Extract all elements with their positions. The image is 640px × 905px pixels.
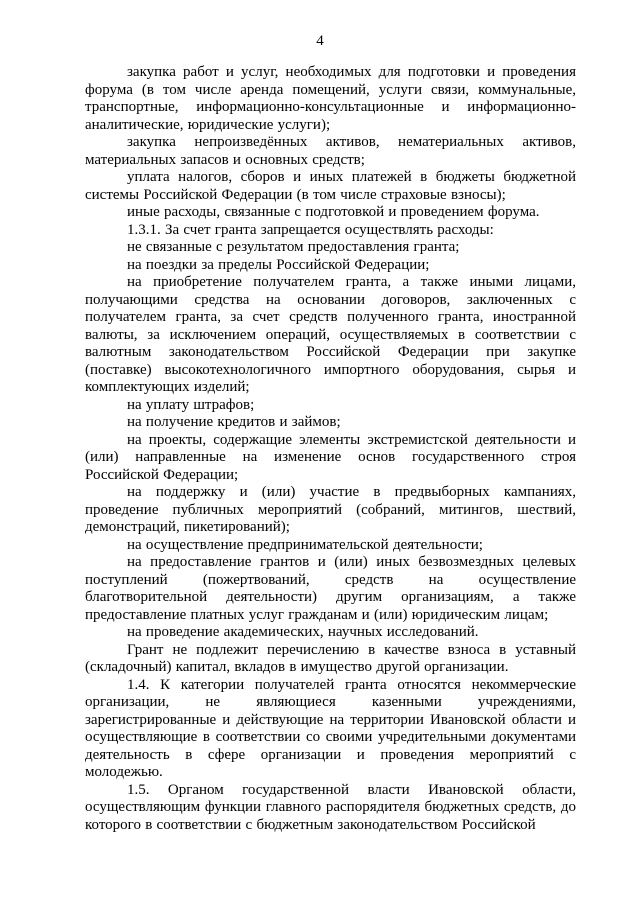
paragraph: на проекты, содержащие элементы экстремистской деятельности и (или) направленные на изменение основ государственного строя Российской Федерации; — [85, 431, 576, 483]
paragraph: закупка работ и услуг, необходимых для подготовки и проведения форума (в том числе аренда помещений, услуги связи, коммунальные, транспортные, информационно-консультационные и информационно-аналитические, юридические услуги); — [85, 64, 576, 133]
paragraph-clause-1-4: 1.4. К категории получателей гранта относятся некоммерческие организации, не являющиеся казенными учреждениями, зарегистрированные и действующие на территории Ивановской области и осуществляющие в соответствии со своими учредительными документами деятельность в сфере организации и проведения мероприятий с молодежью. — [85, 676, 576, 780]
paragraph: иные расходы, связанные с подготовкой и проведением форума. — [127, 204, 540, 220]
paragraph: на получение кредитов и займов; — [127, 414, 341, 430]
paragraph: на уплату штрафов; — [127, 396, 255, 413]
paragraph: не связанные с результатом предоставления гранта; — [127, 239, 460, 255]
paragraph: на поездки за пределы Российской Федерации; — [127, 256, 430, 273]
paragraph: закупка непроизведённых активов, нематериальных активов, материальных запасов и основных средств; — [85, 134, 576, 168]
paragraph: на проведение академических, научных исследований. — [127, 624, 479, 640]
paragraph: на предоставление грантов и (или) иных безвозмездных целевых поступлений (пожертвований, средств на осуществление благотворительной деятельности) другим организациям, а также предоставление платных услуг гражданам и (или) юридическим лицам; — [85, 554, 576, 623]
paragraph: на приобретение получателем гранта, а также иными лицами, получающими средства на основании договоров, заключенных с получателем гранта, за счет средств полученного гранта, иностранной валюты, за исключением операций, осуществляемых в соответствии с валютным законодательством Российской Федерации при закупке (поставке) высокотехнологичного импортного оборудования, сырья и комплектующих изделий; — [85, 274, 576, 395]
page-number: 4 — [316, 33, 324, 49]
document-body — [85, 64, 576, 834]
paragraph-clause-1-5: 1.5. Органом государственной власти Ивановской области, осуществляющим функции главного распорядителя бюджетных средств, до которого в соответствии с бюджетным законодательством Российской — [85, 781, 576, 833]
paragraph: на поддержку и (или) участие в предвыборных кампаниях, проведение публичных мероприятий (собраний, митингов, шествий, демонстраций, пикетирований); — [85, 484, 576, 535]
paragraph-clause-1-3-1: 1.3.1. За счет гранта запрещается осуществлять расходы: — [127, 221, 494, 238]
paragraph: на осуществление предпринимательской деятельности; — [127, 536, 483, 553]
paragraph: уплата налогов, сборов и иных платежей в бюджеты бюджетной системы Российской Федерации (в том числе страховые взносы); — [85, 169, 576, 203]
paragraph: Грант не подлежит перечислению в качестве взноса в уставный (складочный) капитал, вкладов в имущество другой организации. — [85, 641, 576, 675]
